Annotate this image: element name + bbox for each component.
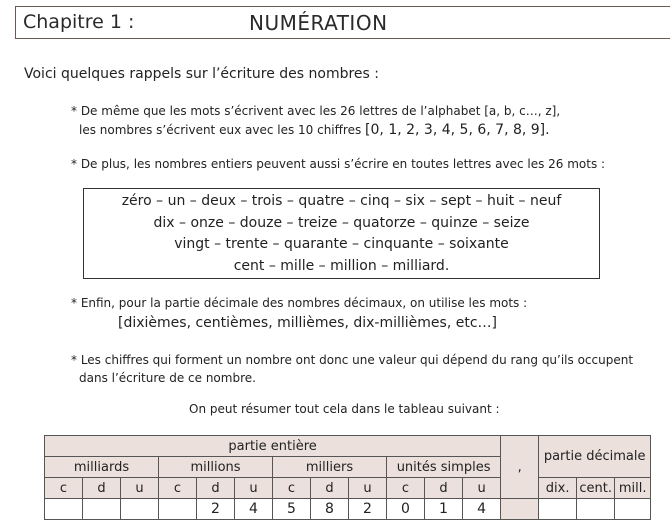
point-rank-line1: * Les chiffres qui forment un nombre ont donc une valeur qui dépend du rang qu’ils occupent [71,353,634,367]
place-value-table [44,435,651,520]
point-alphabet [71,102,560,121]
page-title: NUMÉRATION [249,11,388,35]
comma-column: , [501,436,539,499]
class-unites-simples: unités simples [387,457,501,478]
number-words-line: zéro – un – deux – trois – quatre – cinq – six – sept – huit – neuf [121,193,562,209]
digit-cell [121,499,159,520]
class-milliards: milliards [45,457,159,478]
rank-cell: d [311,478,349,499]
digit-cell: 4 [235,499,273,520]
class-millions: millions [159,457,273,478]
decimal-words: [dixièmes, centièmes, millièmes, dix-millièmes, etc…] [118,315,497,331]
decimal-rank-cell: dix. [539,478,577,499]
decimal-digit-cell [539,499,577,520]
number-words-line: vingt – trente – quarante – cinquante – soixante [174,236,509,252]
rank-cell: d [83,478,121,499]
decimal-part-header: partie décimale [539,436,651,478]
decimal-rank-cell: mill. [615,478,651,499]
rank-cell: u [235,478,273,499]
point-digits-text: les nombres s’écrivent eux avec les 10 chiffres [79,123,362,137]
chapter-label: Chapitre 1 : [23,11,135,33]
number-words-line: dix – onze – douze – treize – quatorze – quinze – seize [153,214,530,231]
digit-cell [45,499,83,520]
rank-cell: u [463,478,501,499]
summary-text: On peut résumer tout cela dans le tableau suivant : [189,402,500,416]
digits-list: [0, 1, 2, 3, 4, 5, 6, 7, 8, 9]. [365,122,550,138]
digit-cell: 2 [197,499,235,520]
digit-cell: 1 [425,499,463,520]
number-words-line: cent – mille – million – milliard. [233,257,450,274]
digit-cell: 5 [273,499,311,520]
intro-text: Voici quelques rappels sur l’écriture des nombres : [24,66,379,82]
digit-cell [159,499,197,520]
point-rank [71,351,633,370]
digit-cell: 4 [463,499,501,520]
comma-spacer [501,499,539,520]
rank-cell: c [387,478,425,499]
number-words-box [83,188,600,279]
decimal-rank-cell: cent. [577,478,615,499]
point-decimal: * Enfin, pour la partie décimale des nombres décimaux, on utilise les mots : [71,296,528,310]
class-milliers: milliers [273,457,387,478]
point-digits [79,121,550,140]
rank-cell: u [121,478,159,499]
chapter-header [15,6,670,39]
rank-cell: u [349,478,387,499]
rank-cell: c [45,478,83,499]
rank-cell: c [159,478,197,499]
rank-cell: d [425,478,463,499]
integer-part-header: partie entière [45,436,501,457]
digit-cell: 0 [387,499,425,520]
point-number-words: * De plus, les nombres entiers peuvent aussi s’écrire en toutes lettres avec les 26 mots : [71,157,606,171]
digit-cell [83,499,121,520]
point-rank-line2: dans l’écriture de ce nombre. [79,371,256,385]
rank-cell: d [197,478,235,499]
decimal-digit-cell [615,499,651,520]
point-alphabet-line1: * De même que les mots s’écrivent avec les 26 lettres de l’alphabet [a, b, c…, z], [71,104,561,118]
rank-cell: c [273,478,311,499]
digit-cell: 8 [311,499,349,520]
digit-cell: 2 [349,499,387,520]
decimal-digit-cell [577,499,615,520]
